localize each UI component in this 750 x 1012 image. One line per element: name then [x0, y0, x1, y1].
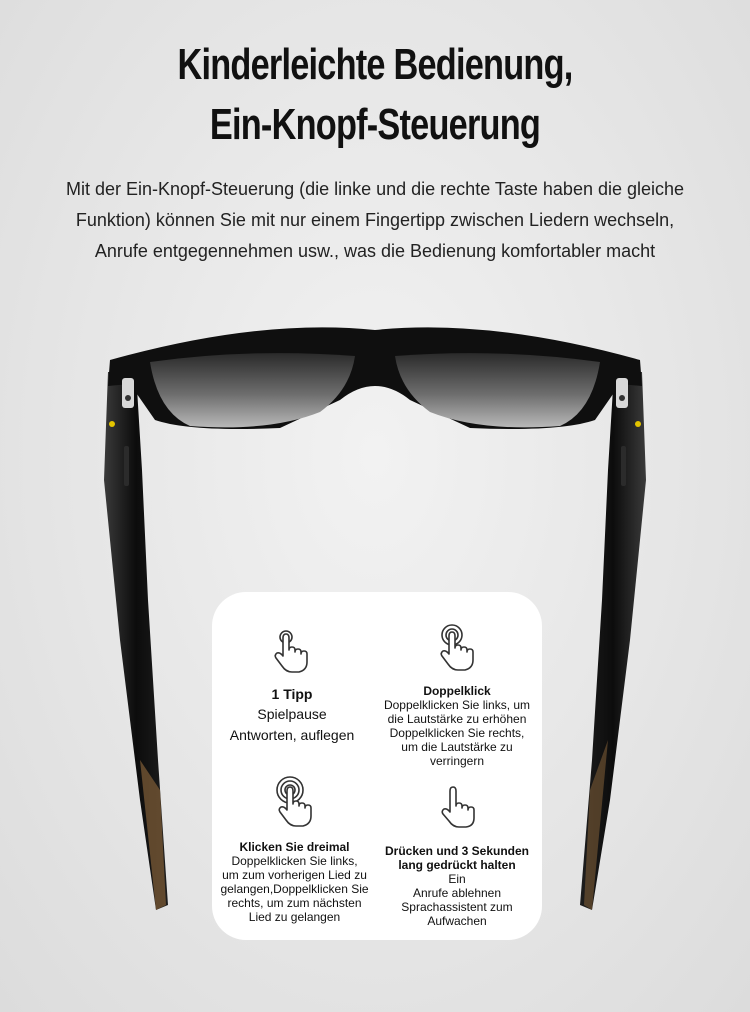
heading-line-2: Ein-Knopf-Steuerung: [209, 100, 541, 149]
triple-click-line-5: Lied zu gelangen: [248, 910, 341, 924]
double-click-line-4: um die Lautstärke zu: [401, 740, 513, 754]
long-press-title-line-2: lang gedrückt halten: [398, 858, 516, 872]
triple-click-line-3: gelangen,Doppelklicken Sie: [220, 882, 369, 896]
single-tap-title: 1 Tipp: [271, 686, 313, 702]
single-tap-line-2: Antworten, auflegen: [229, 727, 355, 743]
single-tap-control: [212, 628, 372, 746]
description-line-2: Funktion) können Sie mit nur einem Fingertipp zwischen Liedern wechseln,: [75, 210, 675, 230]
long-press-control: [372, 786, 542, 928]
long-press-title-line-1: Drücken und 3 Sekunden: [384, 844, 530, 858]
right-hinge-screw: [619, 395, 625, 401]
description-line-1: Mit der Ein-Knopf-Steuerung (die linke und die rechte Taste haben die gleiche: [65, 179, 685, 199]
double-click-line-2: die Lautstärke zu erhöhen: [387, 712, 527, 726]
double-tap-icon: [437, 624, 477, 672]
press-hold-icon: [439, 786, 475, 828]
triple-click-line-2: um zum vorherigen Lied zu: [222, 868, 367, 882]
right-hinge: [616, 378, 628, 408]
long-press-line-1: Ein: [448, 872, 466, 886]
double-click-title: Doppelklick: [423, 684, 491, 698]
long-press-line-3: Sprachassistent zum: [401, 900, 513, 914]
left-indicator-light: [109, 421, 115, 427]
single-tap-line-1: Spielpause: [257, 706, 327, 722]
right-lens: [395, 353, 600, 427]
double-click-control: [372, 624, 542, 768]
triple-tap-icon: [273, 776, 317, 828]
triple-click-line-1: Doppelklicken Sie links,: [231, 854, 358, 868]
right-control-button: [621, 446, 626, 486]
double-click-line-1: Doppelklicken Sie links, um: [383, 698, 531, 712]
triple-click-title: Klicken Sie dreimal: [239, 840, 350, 854]
left-hinge: [122, 378, 134, 408]
triple-click-control: [212, 776, 377, 924]
double-click-line-5: verringern: [429, 754, 485, 768]
right-indicator-light: [635, 421, 641, 427]
triple-click-line-4: rechts, um zum nächsten: [227, 896, 362, 910]
description-line-3: Anrufe entgegennehmen usw., was die Bedienung komfortabler macht: [94, 241, 656, 261]
controls-card: [212, 592, 542, 940]
left-hinge-screw: [125, 395, 131, 401]
left-lens: [150, 353, 355, 427]
long-press-line-4: Aufwachen: [427, 914, 487, 928]
single-tap-icon: [272, 628, 312, 674]
long-press-line-2: Anrufe ablehnen: [412, 886, 502, 900]
double-click-line-3: Doppelklicken Sie rechts,: [389, 726, 525, 740]
heading-line-1: Kinderleichte Bedienung,: [177, 40, 573, 89]
left-control-button: [124, 446, 129, 486]
